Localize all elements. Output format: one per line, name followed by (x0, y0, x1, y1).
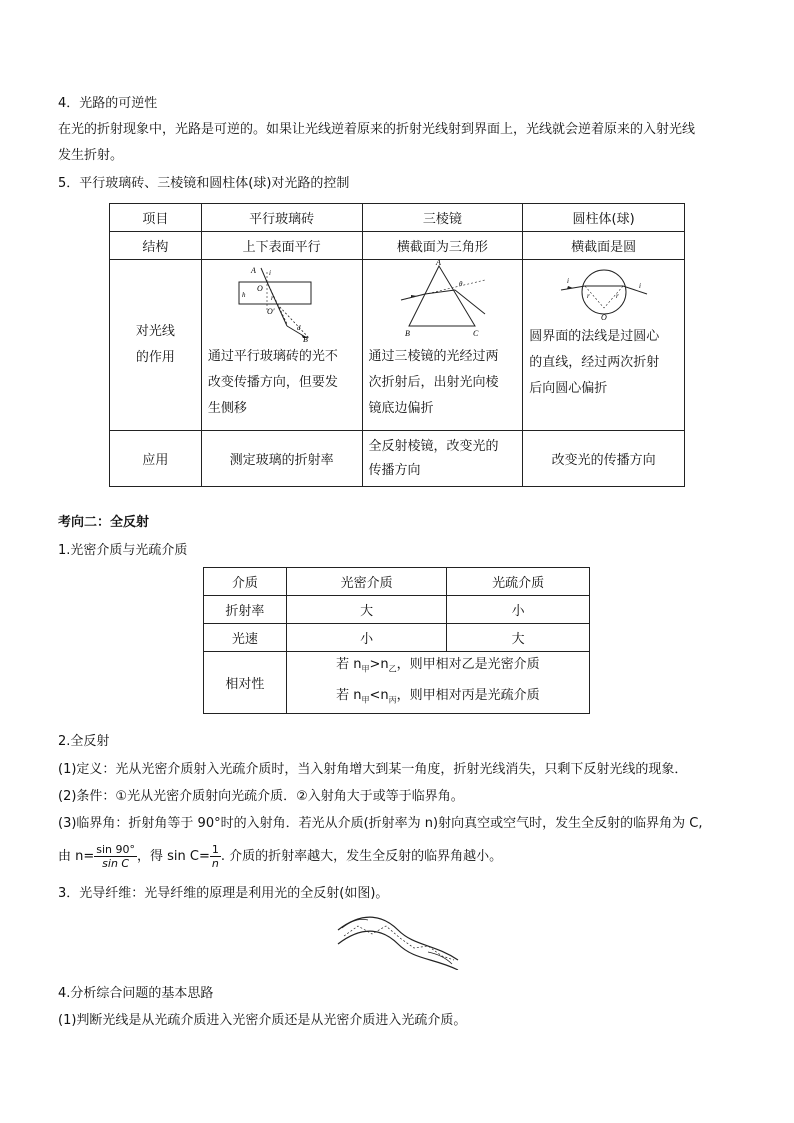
tir-condition: (2)条件：①光从光密介质射向光疏介质．②入射角大于或等于临界角。 (58, 789, 464, 804)
header-cell: 平行玻璃砖 (201, 204, 362, 232)
media-comparison-table (203, 567, 590, 714)
table-cell: 小 (286, 624, 447, 652)
table-cell (110, 260, 202, 431)
section-heading-reversibility: 4．光路的可逆性 (58, 96, 158, 111)
table-header-row (110, 204, 685, 232)
table-cell-prism (362, 260, 523, 431)
effect-text-line: 生侧移 (207, 401, 247, 416)
table-cell: 横截面为三角形 (362, 232, 523, 260)
fig-label: A (435, 260, 441, 267)
relativity-line-2: 若 $n_甲<n_丙$，则甲相对丙是光疏介质 (336, 687, 540, 705)
header-cell: 光密介质 (286, 568, 447, 596)
paragraph-reversibility-2: 发生折射。 (58, 148, 124, 163)
formula-fraction: $\frac{1}{n}$ (211, 843, 219, 870)
header-cell: 三棱镜 (362, 204, 523, 232)
cylinder-diagram (559, 268, 649, 326)
fig-label: i (567, 277, 570, 285)
header-cell: 圆柱体(球) (523, 204, 685, 232)
table-row-effect (110, 260, 685, 431)
section-heading-control: 5．平行玻璃砖、三棱镜和圆柱体(球)对光路的控制 (58, 176, 350, 191)
subheading-total-reflection: 2.全反射 (58, 734, 110, 749)
application-line: 全反射棱镜，改变光的 (368, 438, 499, 454)
effect-text-line: 次折射后，出射光向棱 (368, 375, 499, 390)
fig-label: r (616, 292, 619, 300)
effect-text-line: 镜底边偏折 (368, 401, 434, 416)
fig-label: r (587, 292, 590, 300)
table-cell: 应用 (110, 431, 202, 487)
tir-critical-angle: (3)临界角：折射角等于 90°时的入射角．若光从介质(折射率为 n)射向真空或空气时，发生全反射的临界角为 C, (58, 816, 703, 831)
table-cell: 光速 (204, 624, 287, 652)
table-cell: 相对性 (204, 652, 287, 714)
table-cell: 大 (286, 596, 447, 624)
table-cell: 上下表面平行 (201, 232, 362, 260)
header-cell: 介质 (204, 568, 287, 596)
table-cell: 横截面是圆 (523, 232, 685, 260)
table-header-row (204, 568, 590, 596)
fig-label: B (404, 329, 410, 338)
table-cell (286, 652, 589, 714)
glass-slab-diagram (237, 264, 327, 342)
table-cell: 测定玻璃的折射率 (201, 431, 362, 487)
paragraph-reversibility-1: 在光的折射现象中，光路是可逆的。如果让光线逆着原来的折射光线射到界面上，光线就会逆着原来的入射光线 (58, 122, 696, 137)
table-cell-cylinder (523, 260, 685, 431)
fig-label: B (302, 335, 308, 342)
tir-formula-line: 由 n= $\frac{\sin 90^\circ}{\text{sin C}}$ ，得 sin C= $\frac{1}{n}$ . 介质的折射率越大，发生全反射的临界角越小。 (58, 843, 503, 870)
table-row-structure (110, 232, 685, 260)
fig-label: i (639, 282, 642, 290)
effect-text-line: 的直线，经过两次折射 (529, 355, 660, 370)
fig-label: r (270, 294, 274, 302)
fig-label: O (601, 313, 608, 322)
table-cell: 结构 (110, 232, 202, 260)
table-cell (362, 431, 523, 487)
fig-label: θ (458, 280, 462, 288)
header-cell: 光疏介质 (447, 568, 590, 596)
effect-label-line: 对光线 (135, 324, 175, 339)
optics-control-table (109, 203, 685, 487)
effect-text-line: 改变传播方向，但要发 (207, 375, 338, 390)
application-line: 传播方向 (368, 462, 421, 478)
effect-text-line: 后向圆心偏折 (529, 381, 608, 396)
fig-label: A (250, 266, 256, 275)
relativity-line-1: 若 $n_甲>n_乙$，则甲相对乙是光密介质 (336, 657, 540, 674)
effect-text-line: 通过平行玻璃砖的光不 (207, 349, 338, 364)
effect-label-line: 的作用 (135, 350, 175, 365)
table-row-application (110, 431, 685, 487)
tir-definition: (1)定义：光从光密介质射入光疏介质时，当入射角增大到某一角度，折射光线消失，只剩下反射光线的现象． (58, 762, 688, 777)
fiber-text: 3．光导纤维：光导纤维的原理是利用光的全反射(如图)。 (58, 886, 389, 901)
formula-fraction: $\frac{\sin 90^\circ}{\text{sin C}}$ (96, 843, 136, 870)
table-cell: 改变光的传播方向 (523, 431, 685, 487)
table-cell-glass (201, 260, 362, 431)
fig-label: d (296, 324, 301, 332)
table-cell: 大 (447, 624, 590, 652)
effect-text-line: 通过三棱镜的光经过两 (368, 349, 499, 364)
optical-fiber-diagram (334, 908, 462, 970)
analysis-item-1: (1)判断光线是从光疏介质进入光密介质还是从光密介质进入光疏介质。 (58, 1013, 467, 1028)
table-cell: 折射率 (204, 596, 287, 624)
prism-diagram (399, 260, 489, 338)
topic-heading-total-reflection: 考向二：全反射 (58, 515, 150, 530)
fig-label: h (241, 291, 246, 299)
table-row (204, 624, 590, 652)
fig-label: O′ (266, 307, 275, 316)
effect-text-line: 圆界面的法线是过圆心 (529, 329, 660, 344)
fig-label: O (256, 284, 263, 293)
subheading-analysis: 4.分析综合问题的基本思路 (58, 986, 214, 1001)
table-row (204, 596, 590, 624)
fig-label: C (472, 329, 478, 338)
header-cell: 项目 (110, 204, 202, 232)
table-row-relativity (204, 652, 590, 714)
subheading-media: 1.光密介质与光疏介质 (58, 543, 188, 558)
fig-label: i (268, 269, 271, 277)
table-cell: 小 (447, 596, 590, 624)
